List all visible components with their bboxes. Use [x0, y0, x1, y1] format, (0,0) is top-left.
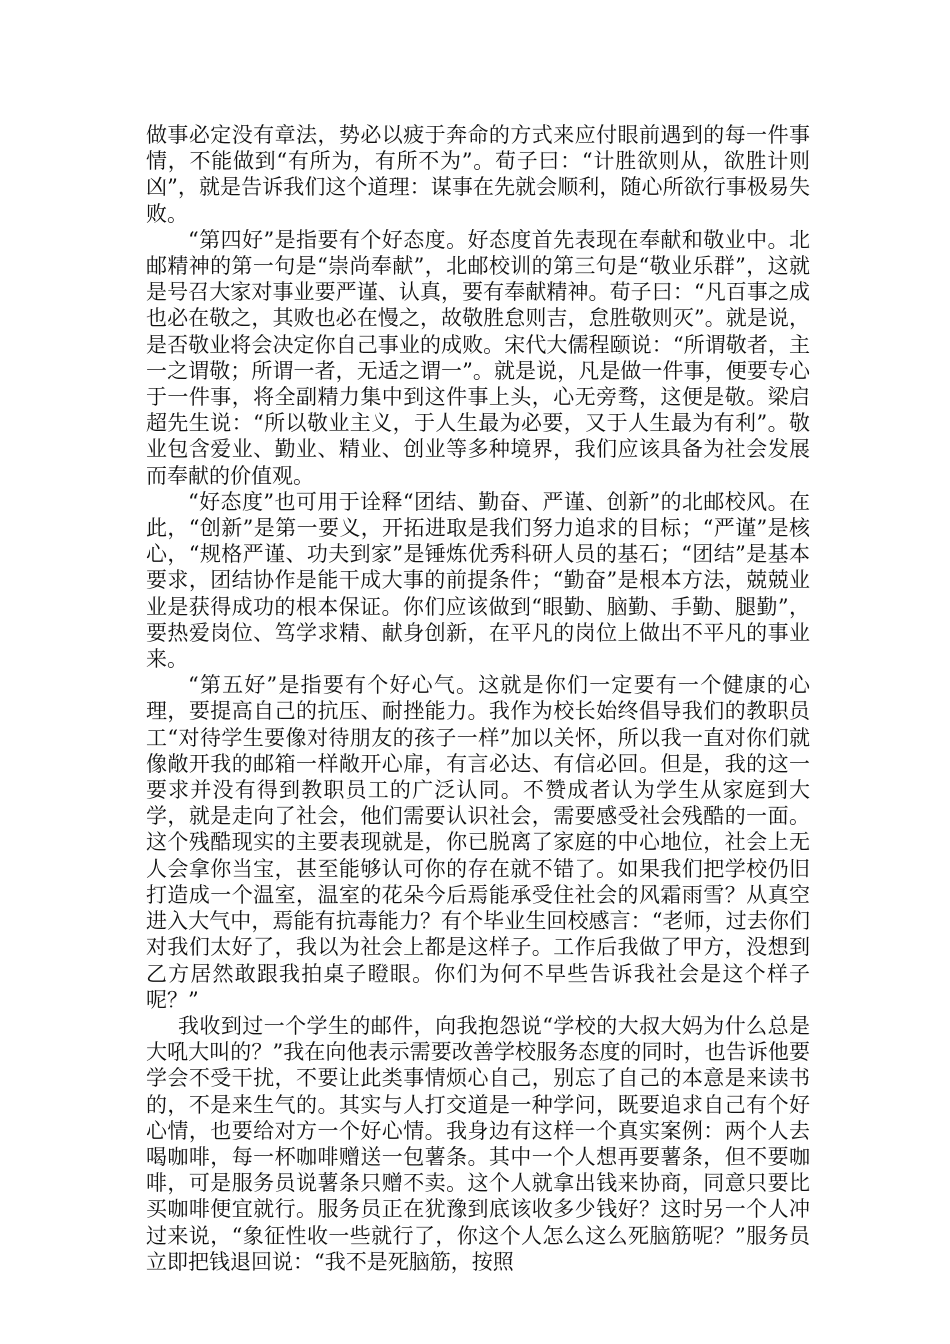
paragraph-fifth-good: “第五好”是指要有个好心气。这就是你们一定要有一个健康的心理，要提高自己的抗压、耐挫能力。我作为校长始终倡导我们的教职员工“对待学生要像对待朋友的孩子一样”加以关怀，所以我一直对你们就像敞开我的邮箱一样敞开心扉，有言必达、有信必回。但是，我的这一要求并没有得到教职员工的广泛认同。不赞成者认为学生从家庭到大学，就是走向了社会，他们需要认识社会，需要感受社会残酷的一面。这个残酷现实的主要表现就是，你已脱离了家庭的中心地位，社会上无人会拿你当宝，甚至能够认可你的存在就不错了。如果我们把学校仍旧打造成一个温室，温室的花朵今后焉能承受住社会的风霜雨雪？从真空进入大气中，焉能有抗毒能力？有个毕业生回校感言：“老师，过去你们对我们太好了，我以为社会上都是这样子。工作后我做了甲方，没想到乙方居然敢跟我拍桌子瞪眼。你们为何不早些告诉我社会是这个样子呢？”: [146, 673, 810, 1012]
paragraph-fourth-good: “第四好”是指要有个好态度。好态度首先表现在奉献和敬业中。北邮精神的第一句是“崇尚奉献”，北邮校训的第三句是“敬业乐群”，这就是号召大家对事业要严谨、认真，要有奉献精神。荀子曰：“凡百事之成也必在敬之，其败也必在慢之，故敬胜怠则吉，怠胜敬则灭”。就是说，是否敬业将会决定你自己事业的成败。宋代大儒程颐说：“所谓敬者，主一之谓敬；所谓一者，无适之谓一”。就是说，凡是做一件事，便要专心于一件事，将全副精力集中到这件事上头，心无旁骛，这便是敬。梁启超先生说：“所以敬业主义，于人生最为必要，又于人生最为有利”。敬业包含爱业、勤业、精业、创业等多种境界，我们应该具备为社会发展而奉献的价值观。: [146, 227, 810, 488]
paragraph-continuation: 做事必定没有章法，势必以疲于奔命的方式来应付眼前遇到的每一件事情，不能做到“有所为，有所不为”。荀子曰：“计胜欲则从，欲胜计则凶”，就是告诉我们这个道理：谋事在先就会顺利，随心所欲行事极易失败。: [146, 123, 810, 226]
paragraph-student-email: 我收到过一个学生的邮件，向我抱怨说“学校的大叔大妈为什么总是大吼大叫的？”我在向他表示需要改善学校服务态度的同时，也告诉他要学会不受干扰，不要让此类事情烦心自己，别忘了自己的本意是来读书的，不是来生气的。其实与人打交道是一种学问，既要追求自己有个好心情，也要给对方一个好心情。我身边有这样一个真实案例：两个人去喝咖啡，每一杯咖啡赠送一包薯条。其中一个人想再要薯条，但不要咖啡，可是服务员说薯条只赠不卖。这个人就拿出钱来协商，同意只要比买咖啡便宜就行。服务员正在犹豫到底该收多少钱好？这时另一个人冲过来说，“象征性收一些就行了，你这个人怎么这么死脑筋呢？”服务员立即把钱退回说：“我不是死脑筋，按照: [146, 1013, 810, 1274]
paragraph-good-attitude: “好态度”也可用于诠释“团结、勤奋、严谨、创新”的北邮校风。在此，“创新”是第一要义，开拓进取是我们努力追求的目标；“严谨”是核心，“规格严谨、功夫到家”是锤炼优秀科研人员的基石；“团结”是基本要求，团结协作是能干成大事的前提条件；“勤奋”是根本方法，兢兢业业是获得成功的根本保证。你们应该做到“眼勤、脑勤、手勤、腿勤”，要热爱岗位、笃学求精、献身创新，在平凡的岗位上做出不平凡的事业来。: [146, 489, 810, 672]
document-body: [146, 122, 810, 1275]
